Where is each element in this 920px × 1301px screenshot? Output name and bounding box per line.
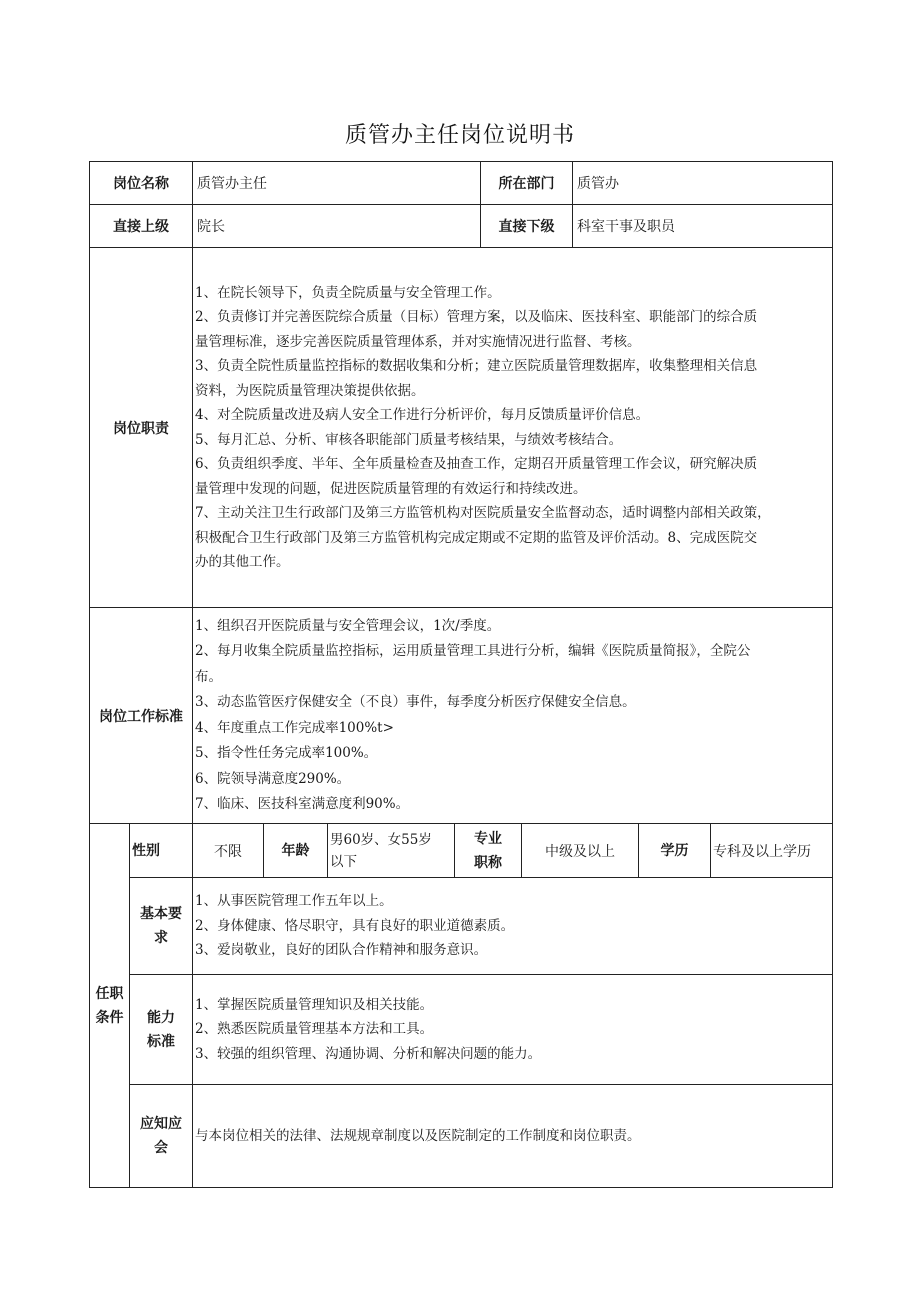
duty-line: 量管理中发现的问题，促进医院质量管理的有效运行和持续改进。 bbox=[195, 480, 587, 497]
ability-label-line1: 能力 bbox=[147, 1009, 175, 1026]
duty-line: 资料，为医院质量管理决策提供依据。 bbox=[195, 382, 425, 399]
age-value-line2: 以下 bbox=[330, 853, 357, 870]
duty-line: 量管理标准，逐步完善医院质量管理体系，并对实施情况进行监督、考核。 bbox=[195, 333, 641, 350]
title-label-line1: 专业 bbox=[474, 830, 502, 847]
qualifications-body bbox=[130, 824, 832, 1187]
superior-label: 直接上级 bbox=[90, 205, 193, 247]
age-value-line1: 男60岁、女55岁 bbox=[330, 831, 432, 848]
standard-line: 7、临床、医技科室满意度利90%。 bbox=[195, 796, 410, 812]
duty-line: 2、负责修订并完善医院综合质量（目标）管理方案，以及临床、医技科室、职能部门的综合质 bbox=[195, 309, 758, 325]
position-value: 质管办主任 bbox=[193, 162, 481, 204]
knowledge-text-cell bbox=[193, 1085, 832, 1187]
basic-req-label-line2: 求 bbox=[154, 930, 168, 946]
department-label: 所在部门 bbox=[481, 162, 573, 204]
row-duties bbox=[90, 247, 832, 607]
standards-label: 岗位工作标准 bbox=[90, 608, 193, 823]
qual-basic-requirements bbox=[130, 877, 832, 974]
row-reporting bbox=[90, 204, 832, 247]
row-position bbox=[90, 162, 832, 204]
title-label-line2: 职称 bbox=[474, 854, 502, 871]
position-label: 岗位名称 bbox=[90, 162, 193, 204]
ability-label bbox=[130, 975, 193, 1084]
standard-line: 1、组织召开医院质量与安全管理会议，1次/季度。 bbox=[195, 617, 501, 634]
duties-list bbox=[193, 248, 832, 607]
duty-line: 5、每月汇总、分析、审核各职能部门质量考核结果，与绩效考核结合。 bbox=[195, 431, 623, 448]
basic-req-line: 1、从事医院管理工作五年以上。 bbox=[195, 893, 393, 910]
ability-label-line2: 标准 bbox=[147, 1033, 175, 1050]
department-value: 质管办 bbox=[577, 176, 619, 192]
basic-req-list bbox=[193, 878, 832, 974]
page-title: 质管办主任岗位说明书 bbox=[344, 123, 575, 148]
gender-value: 不限 bbox=[193, 824, 264, 877]
subordinate-value: 科室干事及职员 bbox=[577, 219, 675, 235]
standard-line: 布。 bbox=[195, 668, 222, 685]
row-qualifications bbox=[90, 823, 832, 1187]
qualifications-label-line1: 任职 bbox=[95, 985, 124, 1002]
gender-label: 性别 bbox=[130, 824, 193, 877]
standard-line: 3、动态监管医疗保健安全（不良）事件，每季度分析医疗保健安全信息。 bbox=[195, 694, 636, 710]
job-description-table bbox=[89, 161, 833, 1188]
qual-basic-info bbox=[130, 824, 832, 877]
duty-line: 办的其他工作。 bbox=[195, 554, 290, 570]
duty-line: 3、负责全院性质量监控指标的数据收集和分析；建立医院质量管理数据库，收集整理相关信息 bbox=[195, 358, 758, 374]
ability-line: 1、掌握医院质量管理知识及相关技能。 bbox=[195, 996, 434, 1013]
basic-req-line: 3、爱岗敬业，良好的团队合作精神和服务意识。 bbox=[195, 942, 488, 959]
title-value: 中级及以上 bbox=[522, 824, 639, 877]
qual-ability bbox=[130, 974, 832, 1084]
qualifications-label-line2: 条件 bbox=[95, 1009, 124, 1026]
standard-line: 5、指令性任务完成率100%。 bbox=[195, 745, 378, 761]
superior-value: 院长 bbox=[193, 205, 481, 247]
basic-req-line: 2、身体健康、恪尽职守，具有良好的职业道德素质。 bbox=[195, 917, 515, 934]
basic-req-label-line1: 基本要 bbox=[140, 906, 182, 922]
standard-line: 6、院领导满意度290%。 bbox=[195, 770, 351, 787]
title-label bbox=[455, 824, 522, 877]
education-value: 专科及以上学历 bbox=[713, 843, 811, 860]
basic-req-label bbox=[130, 878, 193, 974]
standard-line: 2、每月收集全院质量监控指标，运用质量管理工具进行分析，编辑《医院质量简报》，全院公 bbox=[195, 643, 751, 659]
duty-line: 1、在院长领导下，负责全院质量与安全管理工作。 bbox=[195, 284, 501, 301]
qual-knowledge bbox=[130, 1084, 832, 1187]
standard-line: 4、年度重点工作完成率100%t> bbox=[195, 719, 394, 736]
standards-list bbox=[193, 608, 832, 823]
knowledge-label-line1: 应知应 bbox=[140, 1116, 182, 1132]
ability-line: 2、熟悉医院质量管理基本方法和工具。 bbox=[195, 1021, 434, 1038]
age-label: 年龄 bbox=[264, 824, 328, 877]
duty-line: 积极配合卫生行政部门及第三方监管机构完成定期或不定期的监管及评价活动。8、完成医院交 bbox=[195, 529, 758, 546]
knowledge-text: 与本岗位相关的法律、法规规章制度以及医院制定的工作制度和岗位职责。 bbox=[195, 1127, 641, 1144]
age-value bbox=[328, 824, 455, 877]
knowledge-label bbox=[130, 1085, 193, 1187]
duty-line: 6、负责组织季度、半年、全年质量检查及抽查工作，定期召开质量管理工作会议，研究解决质 bbox=[195, 456, 758, 472]
duty-line: 4、对全院质量改进及病人安全工作进行分析评价，每月反馈质量评价信息。 bbox=[195, 407, 650, 423]
subordinate-label: 直接下级 bbox=[481, 205, 573, 247]
duties-label: 岗位职责 bbox=[90, 248, 193, 607]
row-standards bbox=[90, 607, 832, 823]
knowledge-label-line2: 会 bbox=[154, 1140, 168, 1156]
duty-line: 7、主动关注卫生行政部门及第三方监管机构对医院质量安全监督动态，适时调整内部相关政策， bbox=[195, 505, 771, 521]
ability-list bbox=[193, 975, 832, 1084]
ability-line: 3、较强的组织管理、沟通协调、分析和解决问题的能力。 bbox=[195, 1045, 542, 1062]
qualifications-label bbox=[90, 824, 130, 1187]
education-label: 学历 bbox=[639, 824, 711, 877]
